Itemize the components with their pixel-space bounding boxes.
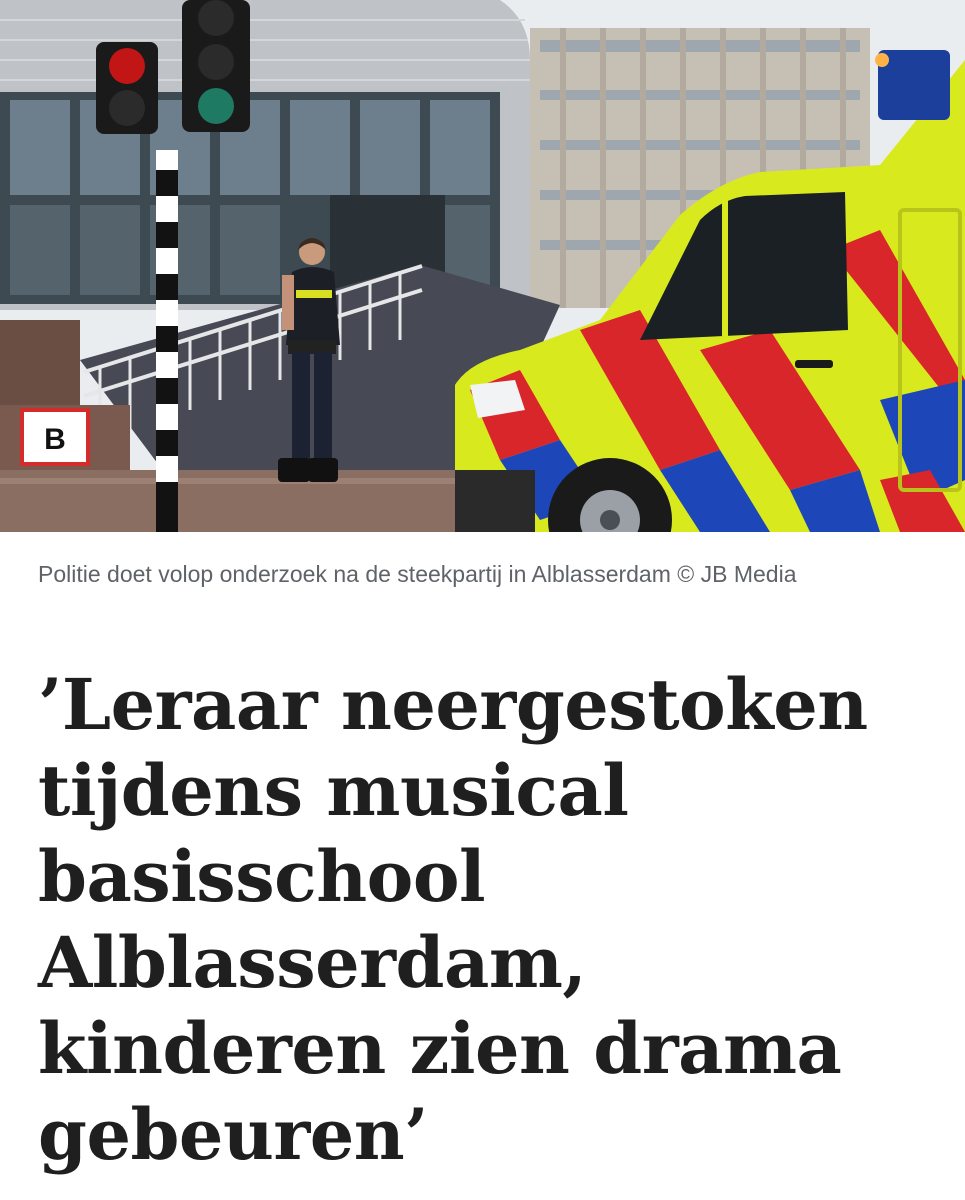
parking-sign xyxy=(22,410,88,464)
article-photo[interactable] xyxy=(0,0,965,532)
sign-letter: B xyxy=(44,423,66,456)
photo-caption: Politie doet volop onderzoek na de steekpartij in Alblasserdam © JB Media xyxy=(38,561,797,587)
article-headline[interactable]: ’Leraar neergestoken tijdens musical basisschool Alblasserdam, kinderen zien drama gebeuren’ xyxy=(38,663,868,1176)
door-handle xyxy=(795,360,833,368)
